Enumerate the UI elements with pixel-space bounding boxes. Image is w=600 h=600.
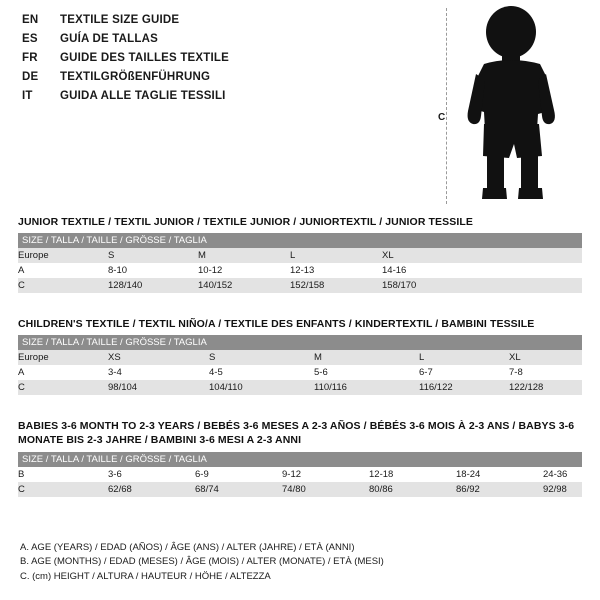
cell-value: 6-7 xyxy=(419,365,509,380)
row-label: Europe xyxy=(18,248,108,263)
table-row xyxy=(18,482,582,497)
band-label: SIZE / TALLA / TAILLE / GRÖSSE / TAGLIA xyxy=(18,452,582,467)
band-label: SIZE / TALLA / TAILLE / GRÖSSE / TAGLIA xyxy=(18,233,582,248)
header-lang-code: ES xyxy=(22,33,38,45)
cell-value: 158/170 xyxy=(382,278,474,293)
row-label: C xyxy=(18,380,108,395)
header-language-list xyxy=(22,14,442,109)
cell-value: 86/92 xyxy=(456,482,543,497)
header-row xyxy=(22,71,442,90)
section-title: BABIES 3-6 MONTH TO 2-3 YEARS / BEBÉS 3-6 MESES A 2-3 AÑOS / BÉBÉS 3-6 MOIS À 2-3 ANS / BABYS 3-6 MONATE BIS 2-3 JAHRE / BAMBINI 3-6 MESI A 2-3 ANNI xyxy=(18,420,575,446)
cell-value: 6-9 xyxy=(195,467,282,482)
row-label: C xyxy=(18,278,108,293)
childrens-size-table xyxy=(18,335,582,395)
cell-value: 12-13 xyxy=(290,263,382,278)
header-row xyxy=(22,14,442,33)
column-header: L xyxy=(290,248,382,263)
header-row xyxy=(22,90,442,109)
height-measure-line xyxy=(446,8,447,204)
child-silhouette-icon xyxy=(454,6,572,202)
header-lang-code: FR xyxy=(22,52,38,64)
row-label: B xyxy=(18,467,108,482)
table-band-row xyxy=(18,233,582,248)
table-row xyxy=(18,278,582,293)
cell-value: 152/158 xyxy=(290,278,382,293)
column-header: M xyxy=(314,350,419,365)
cell-value: 12-18 xyxy=(369,467,456,482)
column-header: S xyxy=(209,350,314,365)
row-label: Europe xyxy=(18,350,108,365)
table-band-row xyxy=(18,335,582,350)
column-header: M xyxy=(198,248,290,263)
header-lang-code: DE xyxy=(22,71,39,83)
legend-line-c: C. (cm) HEIGHT / ALTURA / HAUTEUR / HÖHE / ALTEZZA xyxy=(20,570,271,582)
measure-label-c: C xyxy=(438,112,446,123)
cell-value: 3-4 xyxy=(108,365,209,380)
table-row-header xyxy=(18,350,582,365)
row-label: A xyxy=(18,365,108,380)
cell-value: 122/128 xyxy=(509,380,582,395)
junior-size-table xyxy=(18,233,582,293)
column-header: XL xyxy=(509,350,582,365)
cell-value: 62/68 xyxy=(108,482,195,497)
cell-value: 24-36 xyxy=(543,467,582,482)
column-header-empty xyxy=(474,248,582,263)
cell-value: 98/104 xyxy=(108,380,209,395)
table-row xyxy=(18,365,582,380)
header-lang-code: EN xyxy=(22,14,39,26)
header-title-text: GUIDA ALLE TAGLIE TESSILI xyxy=(60,90,226,102)
header-row xyxy=(22,33,442,52)
table-row xyxy=(18,467,582,482)
section-title: CHILDREN'S TEXTILE / TEXTIL NIÑO/A / TEXTILE DES ENFANTS / KINDERTEXTIL / BAMBINI TESSILE xyxy=(18,318,535,330)
cell-value: 18-24 xyxy=(456,467,543,482)
cell-value: 9-12 xyxy=(282,467,369,482)
row-label: A xyxy=(18,263,108,278)
cell-value: 128/140 xyxy=(108,278,198,293)
cell-value: 8-10 xyxy=(108,263,198,278)
table-band-row xyxy=(18,452,582,467)
column-header: XL xyxy=(382,248,474,263)
section-babies xyxy=(18,420,582,497)
legend-line-a: A. AGE (YEARS) / EDAD (AÑOS) / ÂGE (ANS) / ALTER (JAHRE) / ETÀ (ANNI) xyxy=(20,541,355,553)
header-title-text: GUÍA DE TALLAS xyxy=(60,33,158,45)
column-header: L xyxy=(419,350,509,365)
section-junior xyxy=(18,216,582,293)
header-row xyxy=(22,52,442,71)
table-row xyxy=(18,380,582,395)
cell-value: 5-6 xyxy=(314,365,419,380)
cell-value: 116/122 xyxy=(419,380,509,395)
section-childrens xyxy=(18,318,582,395)
cell-value: 140/152 xyxy=(198,278,290,293)
cell-value: 104/110 xyxy=(209,380,314,395)
measurement-figure xyxy=(432,6,582,206)
cell-value: 92/98 xyxy=(543,482,582,497)
cell-value: 110/116 xyxy=(314,380,419,395)
band-label: SIZE / TALLA / TAILLE / GRÖSSE / TAGLIA xyxy=(18,335,582,350)
cell-value: 3-6 xyxy=(108,467,195,482)
legend-footer xyxy=(20,541,580,585)
cell-value: 10-12 xyxy=(198,263,290,278)
column-header: S xyxy=(108,248,198,263)
cell-value: 7-8 xyxy=(509,365,582,380)
legend-line-b: B. AGE (MONTHS) / EDAD (MESES) / ÂGE (MOIS) / ALTER (MONATE) / ETÀ (MESI) xyxy=(20,556,384,567)
cell-empty xyxy=(474,263,582,278)
section-title: JUNIOR TEXTILE / TEXTIL JUNIOR / TEXTILE JUNIOR / JUNIORTEXTIL / JUNIOR TESSILE xyxy=(18,216,473,228)
cell-value: 4-5 xyxy=(209,365,314,380)
header-lang-code: IT xyxy=(22,90,33,102)
header-title-text: TEXTILGRÖßENFÜHRUNG xyxy=(60,71,211,83)
row-label: C xyxy=(18,482,108,497)
cell-value: 80/86 xyxy=(369,482,456,497)
babies-size-table xyxy=(18,452,582,497)
cell-empty xyxy=(474,278,582,293)
header-title-text: GUIDE DES TAILLES TEXTILE xyxy=(60,52,229,64)
column-header: XS xyxy=(108,350,209,365)
cell-value: 14-16 xyxy=(382,263,474,278)
cell-value: 68/74 xyxy=(195,482,282,497)
table-row-header xyxy=(18,248,582,263)
table-row xyxy=(18,263,582,278)
header-title-text: TEXTILE SIZE GUIDE xyxy=(60,14,180,26)
cell-value: 74/80 xyxy=(282,482,369,497)
